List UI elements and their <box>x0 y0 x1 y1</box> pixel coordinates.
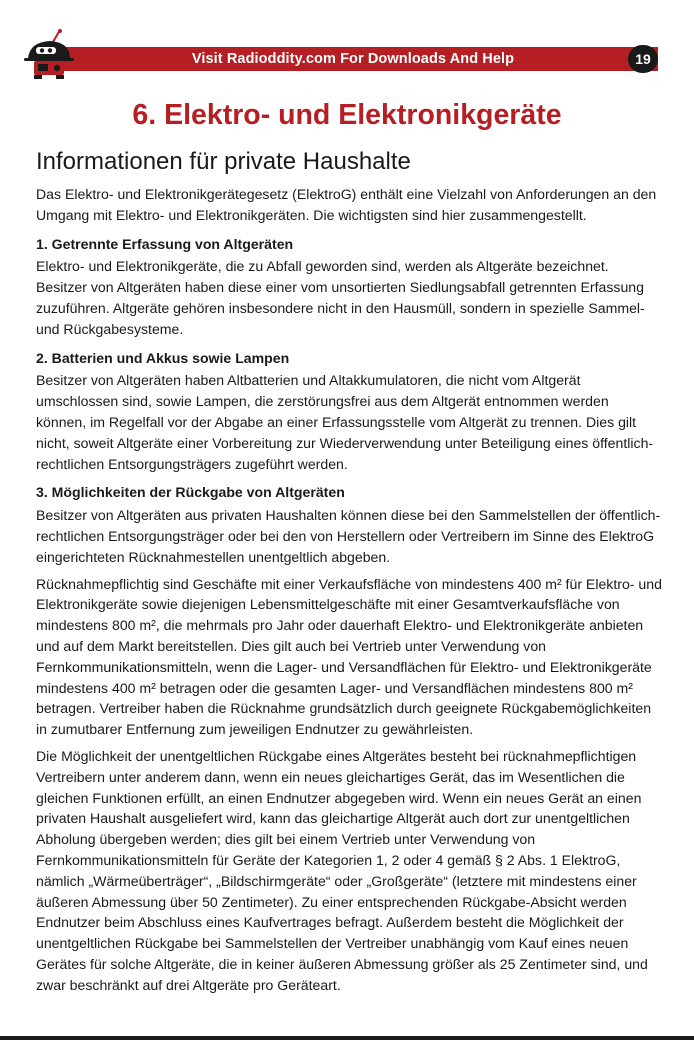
section-1-paragraph: Elektro- und Elektronikgeräte, die zu Abfall geworden sind, werden als Altgeräte bezeichnet. Besitzer von Altgeräten haben diese einer vom unsortierten Siedlungsabfall getrennten Erfassung zuzuführen. Altgeräte gehören insbesondere nicht in den Hausmüll, sondern in spezielle Sammel- und Rückgabesysteme. <box>36 258 645 337</box>
page-number-badge: 19 <box>628 45 658 73</box>
page-header <box>0 0 694 80</box>
section-3-paragraph-3: Die Möglichkeit der unentgeltlichen Rückgabe eines Altgerätes besteht bei rücknahmepflichtigen Vertreibern unter anderem dann, wenn ein neues gleichartiges Gerät, das im Wesentlichen die gleichen Funktionen erfüllt, an einen Endnutzer abgegeben wird. Wenn ein neues Gerät an einen privaten Haushalt ausgeliefert wird, kann das gleichartige Altgerät auch dort zur unentgeltlichen Abholung übergeben werden; dies gilt bei einem Vertrieb unter Verwendung von Fernkommunikationsmitteln für Geräte der Kategorien 1, 2 oder 4 gemäß § 2 Abs. 1 ElektroG, nämlich „Wärmeüberträger“, „Bildschirmgeräte“ oder „Großgeräte“ (letztere mit mindestens einer äußeren Abmessung über 50 Zentimeter). Zu einer entsprechenden Rückgabe-Absicht werden Endnutzer beim Abschluss eines Kaufvertrages befragt. Außerdem besteht die Möglichkeit der unentgeltlichen Rückgabe bei Sammelstellen der Vertreiber unabhängig vom Kauf eines neuen Gerätes für solche Altgeräte, die in keiner äußeren Abmessung größer als 25 Zentimeter sind, und zwar beschränkt auf drei Altgeräte pro Geräteart. <box>36 747 648 993</box>
intro-paragraph: Das Elektro- und Elektronikgerätegesetz (ElektroG) enthält eine Vielzahl von Anforderungen an den Umgang mit Elektro- und Elektronikgeräten. Die wichtigsten sind hier zusammengestellt. <box>36 186 657 223</box>
section-1-heading: 1. Getrennte Erfassung von Altgeräten <box>36 235 294 252</box>
radio-robot-logo-icon <box>22 28 78 84</box>
section-2-heading: 2. Batterien und Akkus sowie Lampen <box>36 349 290 366</box>
header-banner-text[interactable]: Visit Radioddity.com For Downloads And Help <box>191 51 515 67</box>
section-3-paragraph-1: Besitzer von Altgeräten aus privaten Haushalten können diese bei den Sammelstellen der öffentlich-rechtlichen Entsorgungsträger oder bei den von Herstellern oder Vertreibern im Sinne des ElektroG eingerichteten Rücknahmestellen unentgeltlich abgeben. <box>36 507 661 565</box>
section-title: Informationen für private Haushalte <box>36 148 411 175</box>
section-3-heading: 3. Möglichkeiten der Rückgabe von Altgeräten <box>36 484 345 501</box>
bottom-rule <box>0 1036 694 1040</box>
section-3-paragraph-2: Rücknahmepflichtig sind Geschäfte mit einer Verkaufsfläche von mindestens 400 m² für Elektro- und Elektronikgeräte sowie diejenigen Lebensmittelgeschäfte mit einer Gesamtverkaufsfläche von mindestens 800 m², die mehrmals pro Jahr oder dauerhaft Elektro- und Elektronikgeräte anbieten und auf dem Markt bereitstellen. Dies gilt auch bei Vertrieb unter Verwendung von Fernkommunikationsmitteln, wenn die Lager- und Versandflächen für Elektro- und Elektronikgeräte mindestens 400 m² betragen oder die gesamten Lager- und Versandflächen mindestens 800 m² betragen. Vertreiber haben die Rücknahme grundsätzlich durch geeignete Rückgabemöglichkeiten in zumutbarer Entfernung zum jeweiligen Endnutzer zu gewährleisten. <box>36 575 662 738</box>
document-body <box>36 184 662 1001</box>
chapter-title: 6. Elektro- und Elektronikgeräte <box>132 99 562 131</box>
section-2-paragraph: Besitzer von Altgeräten haben Altbatterien und Altakkumulatoren, die nicht vom Altgerät umschlossen sind, sowie Lampen, die zerstörungsfrei aus dem Altgerät entnommen werden können, im Regelfall vor der Abgabe an einer Erfassungsstelle vom Altgerät zu trennen. Dies gilt nicht, soweit Altgeräte einer Vorbereitung zur Wiederverwendung unter Beteiligung eines öffentlich-rechtlichen Entsorgungsträgers zugeführt werden. <box>36 372 654 472</box>
